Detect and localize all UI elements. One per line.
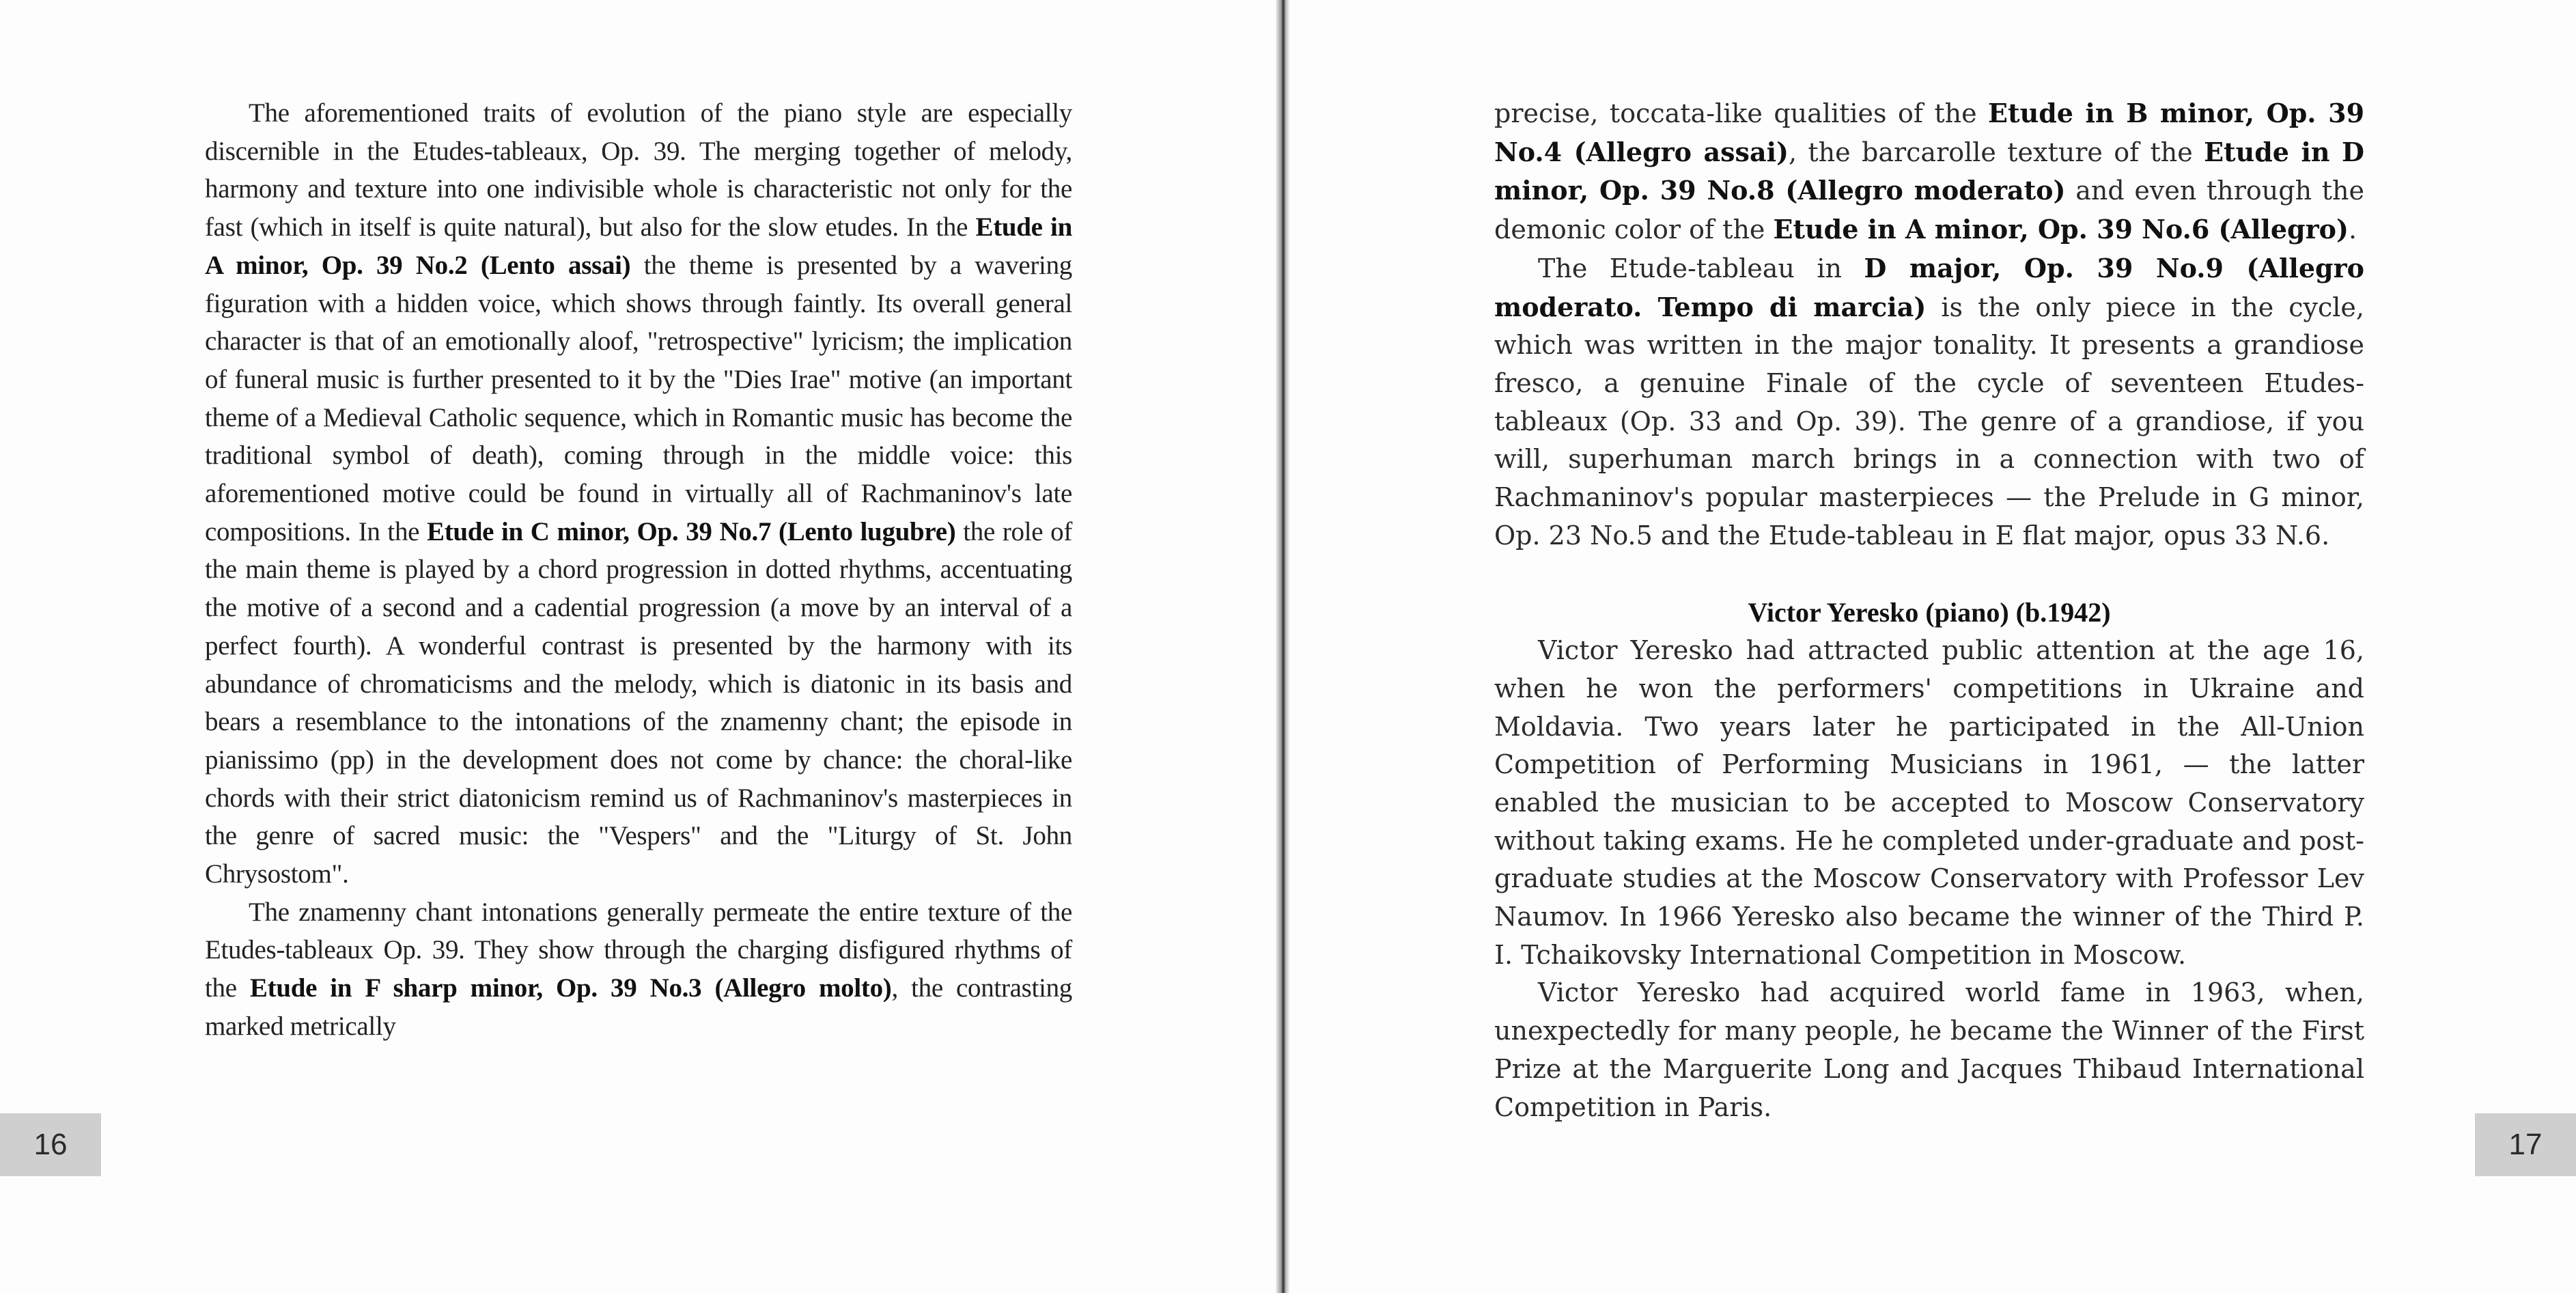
bio-paragraph-2 [1494,974,2364,1126]
etude-title: Etude in A minor, Op. 39 No.6 (Allegro) [1773,214,2349,245]
text-run: , the contrasting marked metrically [205,973,1072,1041]
etude-title: D major, Op. 39 No.9 (Allegro moderato. Tempo di marcia) [1494,252,2364,322]
etude-title: Etude in F sharp minor, Op. 39 No.3 (Allegro molto) [249,973,892,1003]
right-text-column [1494,94,2364,1126]
right-paragraph-1 [1494,94,2364,249]
text-run: The aforementioned traits of evolution of the piano style are especially discernible in the Etudes-tableaux, Op. 39. The merging together of melody, harmony and texture into one indivisible whole is characteristic not only for the fast (which in itself is quite natural), but also for the slow etudes. In the [205,98,1072,242]
book-spine [1276,0,1289,1293]
left-page [0,0,1276,1293]
text-run: the theme is presented by a wavering figuration with a hidden voice, which shows through faintly. Its overall general character is that of an emotionally aloof, "retrospective" lyricism; the implication of funeral music is further presented to it by the "Dies Irae" motive (an important theme of a Medieval Catholic sequence, which in Romantic music has become the traditional symbol of death), coming through in the middle voice: this aforementioned motive could be found in virtually all of Rachmaninov's late compositions. In the [205,250,1072,546]
text-run: . [2348,214,2357,245]
page-number-left: 16 [0,1113,101,1176]
text-run: and even through the demonic color of the [1494,176,2364,245]
etude-title: Etude in B minor, Op. 39 No.4 (Allegro assai) [1494,98,2365,167]
etude-title: Etude in A minor, Op. 39 No.2 (Lento assai) [205,212,1072,280]
etude-title: Etude in C minor, Op. 39 No.7 (Lento lugubre) [427,516,956,546]
text-run: is the only piece in the cycle, which was written in the major tonality. It presents a grandiose fresco, a genuine Finale of the cycle of seventeen Etudes-tableaux (Op. 33 and Op. 39). The genre of a grandiose, if you will, superhuman march brings in a connection with two of Rachmaninov's popular masterpieces — the Prelude in G minor, Op. 23 No.5 and the Etude-tableau in E flat major, opus 33 N.6. [1494,292,2364,551]
right-paragraph-2 [1494,249,2364,555]
text-run: Victor Yeresko had acquired world fame in 1963, when, unexpectedly for many people, he became the Winner of the First Prize at the Marguerite Long and Jacques Thibaud International Competition in Paris. [1494,977,2364,1122]
left-paragraph-2 [205,893,1072,1046]
text-run: The Etude-tableau in [1538,253,1864,283]
etude-title: Etude in D minor, Op. 39 No.8 (Allegro moderato) [1494,136,2365,206]
page-number-right: 17 [2475,1113,2576,1176]
text-run: The znamenny chant intonations generally permeate the entire texture of the Etudes-tableaux Op. 39. They show through the charging disfigured rhythms of the [205,897,1072,1003]
bio-paragraph-1 [1494,632,2364,974]
text-run: precise, toccata-like qualities of the [1494,98,1989,128]
bio-heading: Victor Yeresko (piano) (b.1942) [1748,597,2111,628]
text-run: Victor Yeresko had attracted public attention at the age 16, when he won the performers' competitions in Ukraine and Moldavia. Two years later he participated in the All-Union Competition of Performing Musicians in 1961, — the latter enabled the musician to be accepted to Moscow Conservatory without taking exams. He he completed under-graduate and post-graduate studies at the Moscow Conservatory with Professor Lev Naumov. In 1966 Yeresko also became the winner of the Third P. I. Tchaikovsky International Competition in Moscow. [1494,635,2364,970]
text-run: , the barcarolle texture of the [1788,137,2204,167]
left-text-column [205,94,1072,1046]
text-run: the role of the main theme is played by a chord progression in dotted rhythms, accentuating the motive of a second and a cadential progression (a move by an interval of a perfect fourth). A wonderful contrast is presented by the harmony with its abundance of chromaticisms and the melody, which is diatonic in its basis and bears a resemblance to the intonations of the znamenny chant; the episode in pianissimo (pp) in the development does not come by chance: the choral-like chords with their strict diatonicism remind us of Rachmaninov's masterpieces in the genre of sacred music: the "Vespers" and the "Liturgy of St. John Chrysostom". [205,516,1073,889]
left-paragraph-1 [205,94,1072,893]
